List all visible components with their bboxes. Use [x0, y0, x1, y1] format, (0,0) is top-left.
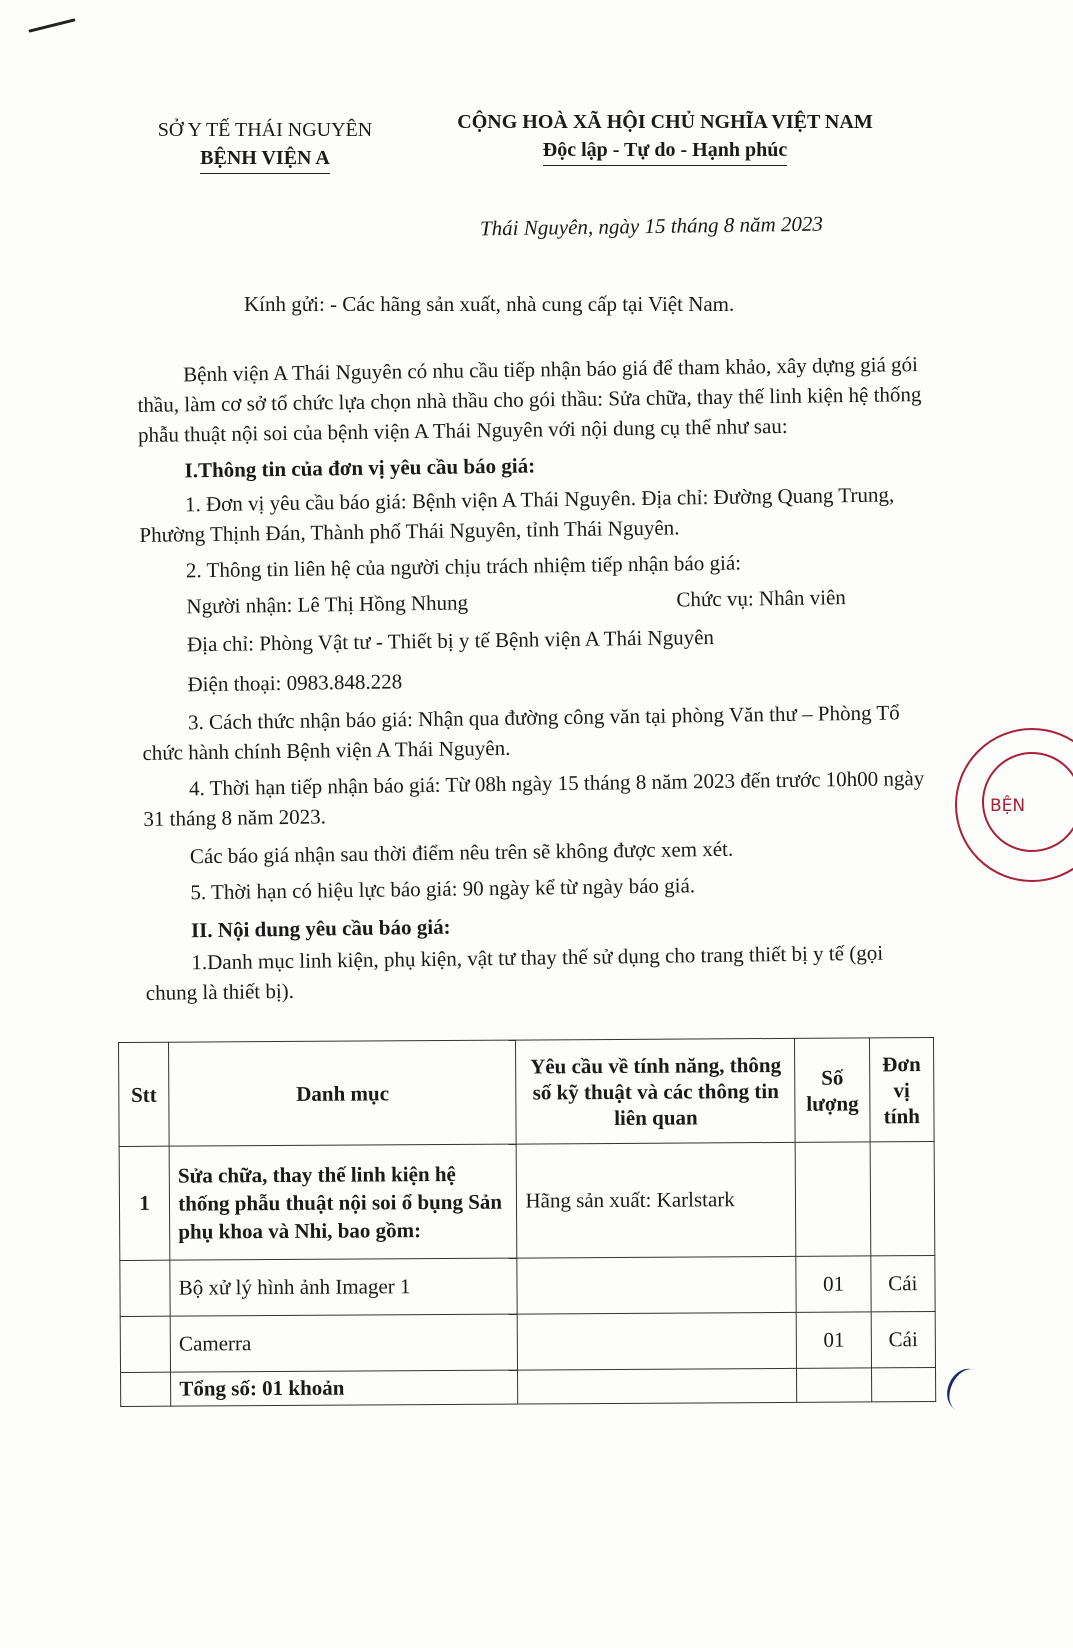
table-total-row [121, 1368, 936, 1407]
cell-stt [121, 1372, 171, 1406]
hospital-name: BỆNH VIỆN A [200, 144, 330, 174]
intro-paragraph: Bệnh viện A Thái Nguyên có nhu cầu tiếp nhận báo giá để tham khảo, xây dựng giá gói thầu, làm cơ sở tổ chức lựa chọn nhà thầu cho gói thầu: Sửa chữa, thay thế linh kiện hệ thống phẫu thuật nội soi của bệnh viện A Thái Nguyên với nội dung cụ thể như sau: [137, 352, 922, 447]
header-stt: Stt [119, 1042, 170, 1146]
cell-name: Sửa chữa, thay thế linh kiện hệ thống phẫu thuật nội soi ổ bụng Sản phụ khoa và Nhi, bao gồm: [169, 1144, 517, 1260]
receiver-name: Người nhận: Lê Thị Hồng Nhung [186, 590, 469, 619]
cell-spec [518, 1312, 797, 1370]
header-unit: Đơn vị tính [869, 1038, 934, 1142]
recipient-line: Kính gửi: - Các hãng sản xuất, nhà cung cấp tại Việt Nam. [244, 292, 735, 316]
cell-qty [797, 1368, 871, 1402]
cell-total: Tổng số: 01 khoản [171, 1370, 518, 1406]
table-row [119, 1142, 935, 1261]
date-line: Thái Nguyên, ngày 15 tháng 8 năm 2023 [479, 211, 824, 241]
cell-spec [517, 1256, 796, 1314]
header-qty: Số lượng [795, 1038, 870, 1142]
cell-qty: 01 [796, 1256, 871, 1312]
table-header-row [119, 1038, 935, 1147]
section-1-item-5: 5. Thời hạn có hiệu lực báo giá: 90 ngày kể từ ngày báo giá. [190, 873, 696, 905]
receiver-phone: Điện thoại: 0983.848.228 [187, 669, 403, 697]
cell-unit: Cái [871, 1312, 936, 1368]
section-1-item-3: 3. Cách thức nhận báo giá: Nhận qua đường công văn tại phòng Văn thư – Phòng Tổ chức hành chính Bệnh viện A Thái Nguyên. [142, 700, 900, 765]
cell-stt [120, 1260, 171, 1316]
section-1-item-4: 4. Thời hạn tiếp nhận báo giá: Từ 08h ngày 15 tháng 8 năm 2023 đến trước 10h00 ngày 31 tháng 8 năm 2023. [143, 766, 925, 831]
issuer-block [140, 116, 390, 174]
pen-mark [28, 18, 75, 33]
country-name: CỘNG HOÀ XÃ HỘI CHỦ NGHĨA VIỆT NAM [457, 111, 873, 133]
table-row [120, 1312, 935, 1373]
stamp-text: BỆN [990, 796, 1026, 816]
receiver-position: Chức vụ: Nhân viên [676, 585, 846, 612]
section-1-title: I.Thông tin của đơn vị yêu cầu báo giá: [184, 453, 536, 483]
header-spec: Yêu cầu về tính năng, thông số kỹ thuật và các thông tin liên quan [516, 1038, 796, 1144]
department-name: SỞ Y TẾ THÁI NGUYÊN [157, 119, 373, 141]
cell-qty [796, 1142, 871, 1256]
cell-unit [870, 1142, 935, 1256]
section-2-item-1: 1.Danh mục linh kiện, phụ kiện, vật tư thay thế sử dụng cho trang thiết bị y tế (gọi chung là thiết bị). [145, 940, 884, 1005]
section-1-item-1: 1. Đơn vị yêu cầu báo giá: Bệnh viện A Thái Nguyên. Địa chỉ: Đường Quang Trung, Phường Thịnh Đán, Thành phố Thái Nguyên, tỉnh Thái Nguyên. [139, 482, 895, 547]
deadline-note: Các báo giá nhận sau thời điểm nêu trên sẽ không được xem xét. [189, 836, 734, 869]
cell-unit [871, 1368, 935, 1402]
header-name: Danh mục [169, 1040, 517, 1146]
cell-spec [518, 1368, 797, 1404]
receiver-address: Địa chỉ: Phòng Vật tư - Thiết bị y tế Bệnh viện A Thái Nguyên [186, 624, 715, 657]
cell-name: Bộ xử lý hình ảnh Imager 1 [170, 1258, 518, 1316]
motto: Độc lập - Tự do - Hạnh phúc [543, 136, 787, 166]
document-body [137, 349, 936, 1008]
items-table [118, 1037, 936, 1407]
section-2-title: II. Nội dung yêu cầu báo giá: [190, 914, 451, 943]
cell-spec: Hãng sản xuất: Karlstark [517, 1142, 797, 1258]
cell-name: Camerra [170, 1314, 518, 1372]
cell-qty: 01 [797, 1312, 872, 1368]
table-row [120, 1256, 935, 1317]
signature-mark [940, 1363, 990, 1418]
section-1-item-2: 2. Thông tin liên hệ của người chịu trách nhiệm tiếp nhận báo giá: [185, 550, 742, 583]
cell-stt [120, 1316, 171, 1372]
national-header [440, 108, 890, 166]
cell-unit: Cái [871, 1256, 936, 1312]
cell-stt: 1 [119, 1146, 170, 1260]
